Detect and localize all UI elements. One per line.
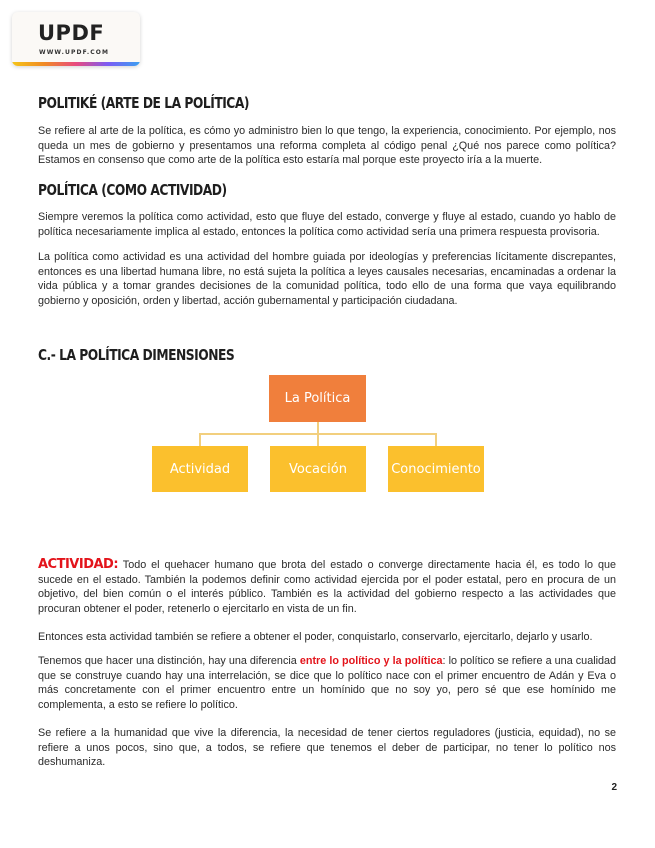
paragraph-actividad-1 xyxy=(38,558,616,616)
connector-center xyxy=(317,433,319,446)
diagram-node-actividad: Actividad xyxy=(152,446,248,492)
logo-wordmark: UPDF xyxy=(38,21,105,45)
actividad-paragraph1-text: Todo el quehacer humano que brota del estado o converge directamente hacia él, es todo lo que sucede en el estado. También la podemos definir como actividad ejercida por el poder estatal, pero en procura de un objetivo, del bien común o el interés público. También es la actividad del gobierno respecto a las actividades que procuran obtener el poder, retenerlo o ejercitarlo en vista de un fin. xyxy=(38,559,616,615)
diagram-node-conocimiento: Conocimiento xyxy=(388,446,484,492)
logo-color-bar xyxy=(12,62,140,66)
connector-horizontal xyxy=(199,433,437,435)
page-number: 2 xyxy=(611,782,617,793)
diagram-node-la-politica: La Política xyxy=(269,375,366,422)
heading-dimensiones: C.- LA POLÍTICA DIMENSIONES xyxy=(38,346,235,364)
connector-root-stem xyxy=(317,422,319,434)
heading-politike: POLITIKÉ (ARTE DE LA POLÍTICA) xyxy=(38,94,249,112)
paragraph-politike: Se refiere al arte de la política, es cómo yo administro bien lo que tengo, la experiencia, conocimiento. Por ejemplo, nos queda un mes de gobierno y presentamos una reforma completa al código penal ¿Qué nos parece como política? Estamos en consenso que como arte de la política esto estaría mal porque este proyecto iría a la muerte. xyxy=(38,125,616,167)
paragraph-actividad-3 xyxy=(38,654,616,712)
logo-url: WWW.UPDF.COM xyxy=(39,49,110,56)
paragraph-actividad-4: Se refiere a la humanidad que vive la diferencia, la necesidad de tener ciertos reguladores (justicia, equidad), no se refiere a unos pocos, sino que, a todos, se refiere que tenemos el deber de participar, no tener lo político nos deshumaniza. xyxy=(38,727,616,769)
paragraph-politica-actividad-2: La política como actividad es una actividad del hombre guiada por ideologías y preferencias lícitamente discrepantes, entonces es una libertad humana libre, no está sujeta la política a leyes causales necesarias, encaminadas a ordenar la vida pública y a tomar grandes decisiones de la comunidad política, todo ello de una forma que vaya equilibrando gobierno y oposición, orden y libertad, acción gubernamental y participación ciudadana. xyxy=(38,251,616,307)
actividad-lead: ACTIVIDAD: xyxy=(38,557,119,572)
diagram-node-vocacion: Vocación xyxy=(270,446,366,492)
actividad-paragraph3-before: Tenemos que hacer una distinción, hay una diferencia xyxy=(38,655,300,667)
updf-logo xyxy=(12,12,140,66)
connector-right xyxy=(435,433,437,446)
connector-left xyxy=(199,433,201,446)
actividad-paragraph3-highlight: entre lo político y la política xyxy=(299,655,443,667)
paragraph-actividad-2: Entonces esta actividad también se refiere a obtener el poder, conquistarlo, conservarlo, ejercitarlo, dejarlo y usarlo. xyxy=(38,631,593,643)
paragraph-politica-actividad-1: Siempre veremos la política como actividad, esto que fluye del estado, converge y fluye al estado, cuando yo hablo de política necesariamente implica al estado, entonces la política como actividad sería una primera respuesta provisoria. xyxy=(38,211,616,238)
heading-politica-actividad: POLÍTICA (COMO ACTIVIDAD) xyxy=(38,181,227,199)
actividad-paragraph3-after: : lo político se refiere a una cualidad que se construye cuando hay una interrelación, se dice que lo político nace con el primer encuentro de Adán y Eva o más concretamente con el primer encuentro entre un homínido que no soy yo, pero sé que ese homínido me complementa, a esto se refiere lo político. xyxy=(38,655,617,711)
